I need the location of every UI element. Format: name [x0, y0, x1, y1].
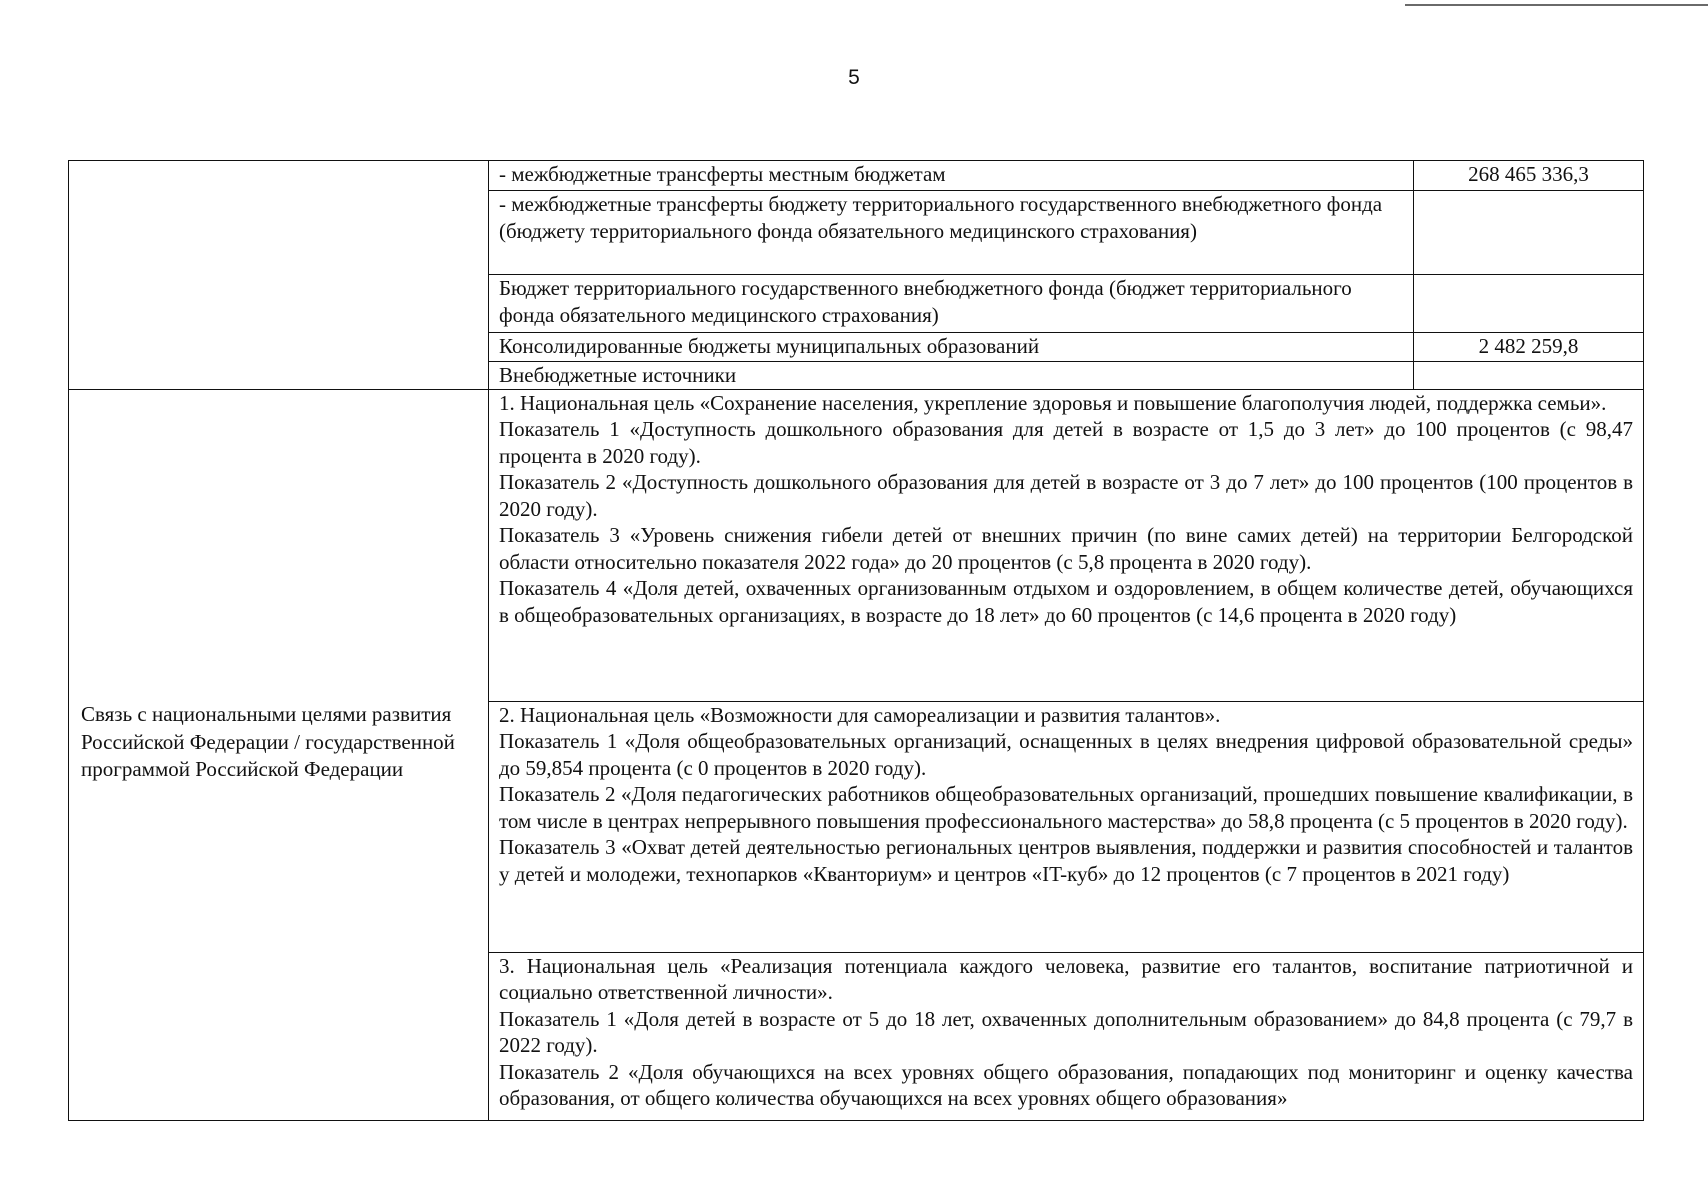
indicator-paragraph: Показатель 4 «Доля детей, охваченных организованным отдыхом и оздоровлением, в общем количестве детей, обучающихся в общеобразовательных организациях, в возрасте до 18 лет» до 60 процентов (с 14,6 процента в 2020 году) — [499, 576, 1633, 627]
indicator-paragraph: Показатель 1 «Доступность дошкольного образования для детей в возрасте от 1,5 до 3 лет» до 100 процентов (с 98,47 процента в 2020 году). — [499, 417, 1633, 468]
indicator-paragraph: Показатель 2 «Доля педагогических работников общеобразовательных организаций, прошедших повышение квалификации, в том числе в центрах непрерывного повышения профессионального мастерства» до 58,8 процента (с 5 процентов в 2020 году). — [499, 782, 1633, 833]
indicator-paragraph: Показатель 2 «Доступность дошкольного образования для детей в возрасте от 3 до 7 лет» до 100 процентов (100 процентов в 2020 году). — [499, 470, 1633, 521]
source-label: Внебюджетные источники — [489, 362, 1414, 390]
goal-cell-3 — [489, 952, 1644, 1120]
indicator-paragraph: Показатель 1 «Доля общеобразовательных организаций, оснащенных в целях внедрения цифровой образовательной среды» до 59,854 процента (с 0 процентов в 2020 году). — [499, 729, 1633, 780]
goal-cell-1 — [489, 389, 1644, 701]
page-number: 5 — [848, 66, 860, 89]
source-value — [1414, 191, 1644, 275]
source-value — [1414, 275, 1644, 333]
indicator-paragraph: Показатель 3 «Уровень снижения гибели детей от внешних причин (по вине самих детей) на территории Белгородской области относительно показателя 2022 года» до 20 процентов (с 5,8 процента в 2020 году). — [499, 523, 1633, 574]
indicator-paragraph: Показатель 2 «Доля обучающихся на всех уровнях общего образования, попадающих под мониторинг и оценку качества образования, от общего количества обучающихся на всех уровнях общего образования» — [499, 1059, 1633, 1110]
source-value: 2 482 259,8 — [1414, 333, 1644, 362]
source-label: - межбюджетные трансферты бюджету территориального государственного внебюджетного фонда (бюджету территориального фонда обязательного медицинского страхования) — [489, 191, 1414, 275]
table-row — [69, 161, 1644, 191]
source-label: Консолидированные бюджеты муниципальных образований — [489, 333, 1414, 362]
indicator-paragraph: Показатель 3 «Охват детей деятельностью региональных центров выявления, поддержки и развития способностей и талантов у детей и молодежи, технопарков «Кванториум» и центров «IT-куб» до 12 процентов (с 7 процентов в 2021 году) — [499, 835, 1633, 886]
empty-label-cell — [69, 161, 489, 390]
indicator-paragraph: Показатель 1 «Доля детей в возрасте от 5 до 18 лет, охваченных дополнительным образованием» до 84,8 процента (с 79,7 в 2022 году). — [499, 1006, 1633, 1057]
goal-paragraph: 3. Национальная цель «Реализация потенциала каждого человека, развитие его талантов, воспитание патриотичной и социально ответственной личности». — [499, 953, 1633, 1004]
goal-paragraph: 1. Национальная цель «Сохранение населения, укрепление здоровья и повышение благополучия людей, поддержка семьи». — [499, 390, 1607, 415]
source-label: Бюджет территориального государственного внебюджетного фонда (бюджет территориального фонда обязательного медицинского страхования) — [489, 275, 1414, 333]
goal-paragraph: 2. Национальная цель «Возможности для самореализации и развития талантов». — [499, 702, 1221, 727]
goal-cell-2 — [489, 701, 1644, 952]
scan-artifact-line — [1405, 4, 1708, 6]
passport-table — [68, 160, 1644, 1121]
source-label: - межбюджетные трансферты местным бюджетам — [489, 161, 1414, 191]
goal-link-label: Связь с национальными целями развития Российской Федерации / государственной программой Российской Федерации — [81, 702, 455, 781]
table-row — [69, 389, 1644, 701]
source-value: 268 465 336,3 — [1414, 161, 1644, 191]
source-value — [1414, 362, 1644, 390]
